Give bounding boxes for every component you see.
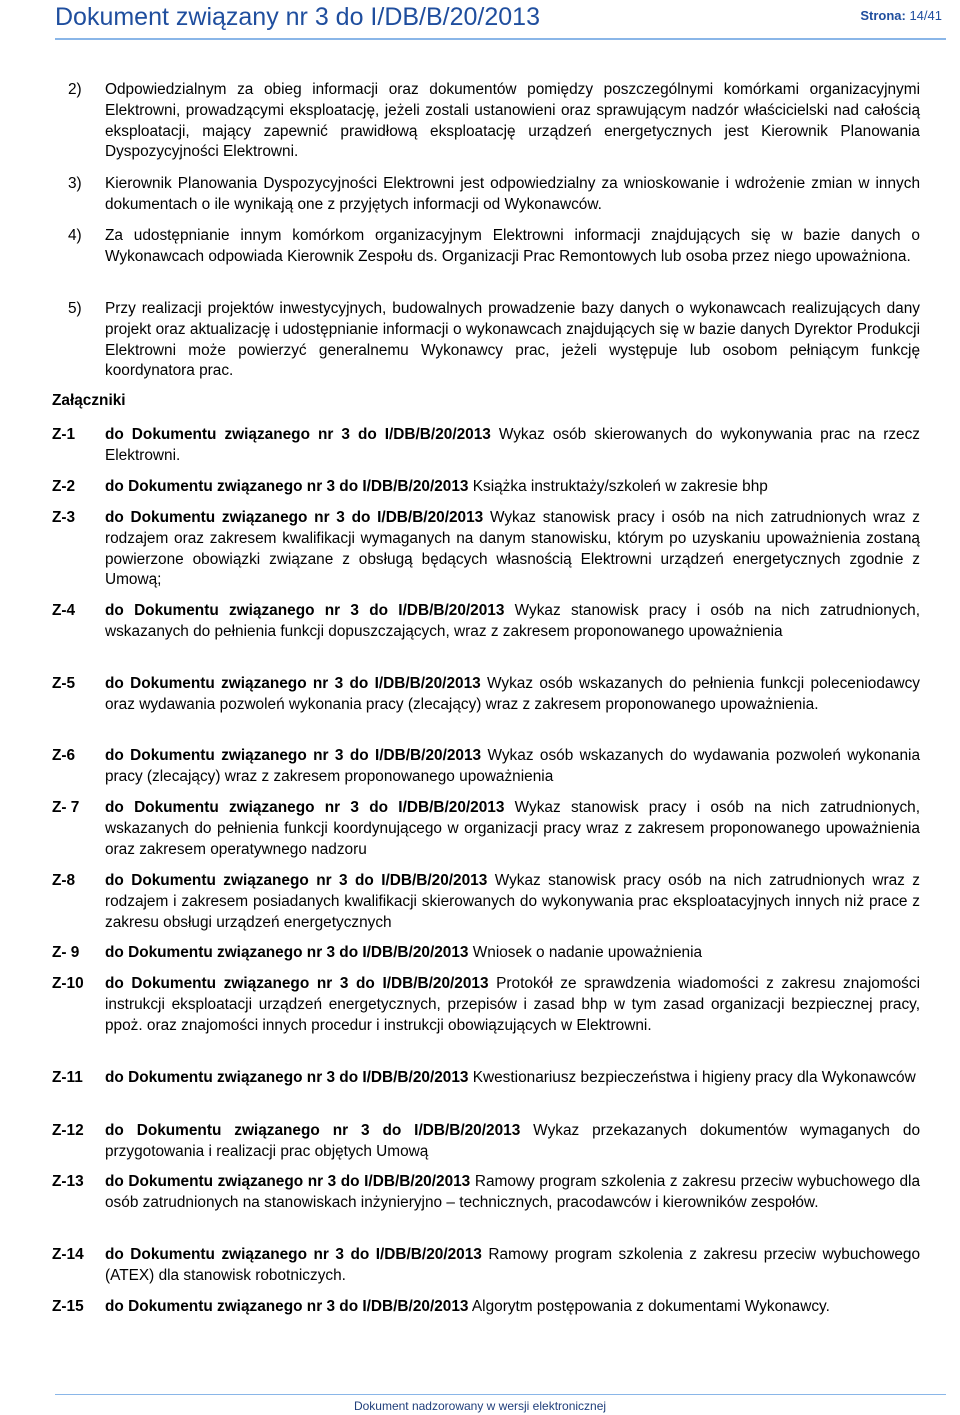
footer-note: Dokument nadzorowany w wersji elektronicznej xyxy=(353,1399,607,1413)
attachment-description: Wykaz osób skierowanych do wykonywania prac na rzecz Elektrowni. xyxy=(105,426,920,464)
attachment-code: Z-1 xyxy=(52,426,76,443)
attachment-reference: do Dokumentu związanego nr 3 do I/DB/B/20/2013 xyxy=(105,478,469,495)
page-indicator xyxy=(860,8,942,23)
attachment-code: Z-8 xyxy=(52,872,76,889)
paragraph-text: Za udostępnianie innym komórkom organizacyjnym Elektrowni informacji znajdujących się w bazie danych o Wykonawcach odpowiada Kierownik Zespołu ds. Organizacji Prac Remontowych lub osoba przez niego upoważniona. xyxy=(105,227,920,265)
attachment-description: Wniosek o nadanie upoważnienia xyxy=(468,944,703,961)
attachment-reference: do Dokumentu związanego nr 3 do I/DB/B/20/2013 xyxy=(105,602,505,619)
attachment-z3 xyxy=(52,508,920,591)
attachment-z2 xyxy=(52,477,920,498)
paragraph-2 xyxy=(68,80,920,163)
attachment-description: Ramowy program szkolenia z zakresu przeciw wybuchowego dla osób zatrudnionych na stanowiskach inżynieryjno – technicznych, pracodawców i kierowników zespołów. xyxy=(105,1173,920,1211)
attachment-code: Z-14 xyxy=(52,1246,84,1263)
paragraph-text: Kierownik Planowania Dyspozycyjności Elektrowni jest odpowiedzialny za wnioskowanie i wdrożenie zmian w innych dokumentach o ile wynikają one z przyjętych informacji od Wykonawców. xyxy=(105,175,920,213)
attachment-description: Protokół ze sprawdzenia wiadomości z zakresu znajomości instrukcji eksploatacji urządzeń energetycznych, przepisów i zasad bhp w tym zasad organizacji bezpiecznej pracy, ppoż. oraz znajomości innych procedur i instrukcji obowiązujących w Elektrowni. xyxy=(105,975,920,1034)
attachment-z8 xyxy=(52,871,920,933)
paragraph-text: Przy realizacji projektów inwestycyjnych, budowalnych prowadzenie bazy danych o wykonawcach realizujących dany projekt oraz aktualizację i udostępnianie informacji o wykonawcach znajdujących się w bazie danych Dyrektor Produkcji Elektrowni może powierzyć generalnemu Wykonawcy prac, jeżeli występuje lub osobom pełniącym funkcję koordynatora prac. xyxy=(105,300,920,380)
attachment-z5 xyxy=(52,674,920,716)
attachment-reference: do Dokumentu związanego nr 3 do I/DB/B/20/2013 xyxy=(105,1069,469,1086)
footer-divider xyxy=(55,1394,946,1395)
attachment-z11 xyxy=(52,1068,920,1089)
attachment-code: Z-2 xyxy=(52,478,76,495)
attachment-code: Z-5 xyxy=(52,675,76,692)
paragraph-4 xyxy=(68,226,920,268)
attachment-reference: do Dokumentu związanego nr 3 do I/DB/B/20/2013 xyxy=(105,872,488,889)
attachment-description: Wykaz stanowisk pracy i osób na nich zatrudnionych, wskazanych do pełnienia funkcji dopuszczających, wraz z zakresem proponowanego upoważnienia xyxy=(105,602,920,640)
paragraph-3 xyxy=(68,174,920,216)
attachment-description: Książka instruktaży/szkoleń w zakresie bhp xyxy=(468,478,768,495)
attachment-reference: do Dokumentu związanego nr 3 do I/DB/B/20/2013 xyxy=(105,509,484,526)
attachment-reference: do Dokumentu związanego nr 3 do I/DB/B/20/2013 xyxy=(105,747,482,764)
attachment-z15 xyxy=(52,1297,920,1318)
attachment-z4 xyxy=(52,601,920,643)
attachment-code: Z-10 xyxy=(52,975,84,992)
paragraph-number: 4) xyxy=(68,227,82,244)
attachment-code: Z- 9 xyxy=(52,944,80,961)
attachment-code: Z-6 xyxy=(52,747,76,764)
attachment-description: Wykaz stanowisk pracy i osób na nich zatrudnionych, wskazanych do pełnienia funkcji koordynującego w organizacji pracy wraz z zakresem proponowanego upoważnienia oraz zakresem operatywnego nadzoru xyxy=(105,799,920,858)
paragraph-number: 5) xyxy=(68,300,82,317)
attachment-z7 xyxy=(52,798,920,860)
attachment-description: Wykaz stanowisk pracy i osób na nich zatrudnionych wraz z rodzajem oraz zakresem kwalifikacji wymaganych na danym stanowisku, którym po uzyskaniu upoważnienia zostaną powierzone obowiązki związane z obsługą będących własnością Elektrowni urządzeń energetycznych zgodnie z Umową; xyxy=(105,509,920,589)
attachment-code: Z-11 xyxy=(52,1069,83,1086)
attachment-z14 xyxy=(52,1245,920,1287)
attachment-description: Wykaz osób wskazanych do pełnienia funkcji poleceniodawcy oraz wydawania pozwoleń wykonania pracy (zlecający) wraz z zakresem proponowanego upoważnienia. xyxy=(105,675,920,713)
paragraph-5 xyxy=(68,299,920,382)
attachment-code: Z-15 xyxy=(52,1298,84,1315)
attachment-reference: do Dokumentu związanego nr 3 do I/DB/B/20/2013 xyxy=(105,1122,521,1139)
attachment-code: Z-3 xyxy=(52,509,76,526)
header-divider xyxy=(55,38,946,40)
paragraph-number: 2) xyxy=(68,81,82,98)
attachment-code: Z-4 xyxy=(52,602,76,619)
attachment-code: Z-13 xyxy=(52,1173,84,1190)
attachment-description: Wykaz przekazanych dokumentów wymaganych do przygotowania i realizacji prac objętych Umową xyxy=(105,1122,921,1160)
attachment-z1 xyxy=(52,425,920,467)
attachment-reference: do Dokumentu związanego nr 3 do I/DB/B/20/2013 xyxy=(105,426,491,443)
page-number: 14/41 xyxy=(909,8,942,23)
attachment-z10 xyxy=(52,974,920,1036)
attachment-description: Wykaz stanowisk pracy osób na nich zatrudnionych wraz z rodzajem i zakresem posiadanych kwalifikacji skierowanych do wykonywania prac eksploatacyjnych innych niż prace z zakresu obsługi urządzeń energetycznych xyxy=(105,872,920,931)
page-label: Strona: xyxy=(860,8,906,23)
attachment-description: Algorytm postępowania z dokumentami Wykonawcy. xyxy=(468,1298,830,1315)
attachment-z6 xyxy=(52,746,920,788)
attachment-z9 xyxy=(52,943,920,964)
attachment-reference: do Dokumentu związanego nr 3 do I/DB/B/20/2013 xyxy=(105,675,481,692)
attachment-z12 xyxy=(52,1121,920,1163)
attachment-code: Z-12 xyxy=(52,1122,84,1139)
attachment-description: Kwestionariusz bezpieczeństwa i higieny pracy dla Wykonawców xyxy=(468,1069,916,1086)
paragraph-text: Odpowiedzialnym za obieg informacji oraz dokumentów pomiędzy poszczególnymi komórkami organizacyjnymi Elektrowni, prowadzącymi eksploatację, jeżeli zostali ustanowieni oraz sprawującym nadzór właścicielski nad całością eksploatacji, mający zapewnić prawidłową eksploatację urządzeń energetycznych jest Kierownik Planowania Dyspozycyjności Elektrowni. xyxy=(105,81,920,161)
attachment-reference: do Dokumentu związanego nr 3 do I/DB/B/20/2013 xyxy=(105,799,505,816)
document-title: Dokument związany nr 3 do I/DB/B/20/2013 xyxy=(55,3,540,31)
paragraph-number: 3) xyxy=(68,175,82,192)
attachment-reference: do Dokumentu związanego nr 3 do I/DB/B/20/2013 xyxy=(105,1246,482,1263)
attachment-reference: do Dokumentu związanego nr 3 do I/DB/B/20/2013 xyxy=(105,944,469,961)
attachment-description: Wykaz osób wskazanych do wydawania pozwoleń wykonania pracy (zlecający) wraz z zakresem proponowanego upoważnienia xyxy=(105,747,920,785)
attachment-reference: do Dokumentu związanego nr 3 do I/DB/B/20/2013 xyxy=(105,1173,471,1190)
attachment-code: Z- 7 xyxy=(52,799,80,816)
attachment-z13 xyxy=(52,1172,920,1214)
attachment-description: Ramowy program szkolenia z zakresu przeciw wybuchowego (ATEX) dla stanowisk robotniczych. xyxy=(105,1246,921,1284)
attachment-reference: do Dokumentu związanego nr 3 do I/DB/B/20/2013 xyxy=(105,1298,469,1315)
attachment-reference: do Dokumentu związanego nr 3 do I/DB/B/20/2013 xyxy=(105,975,489,992)
attachments-heading: Załączniki xyxy=(52,392,126,409)
